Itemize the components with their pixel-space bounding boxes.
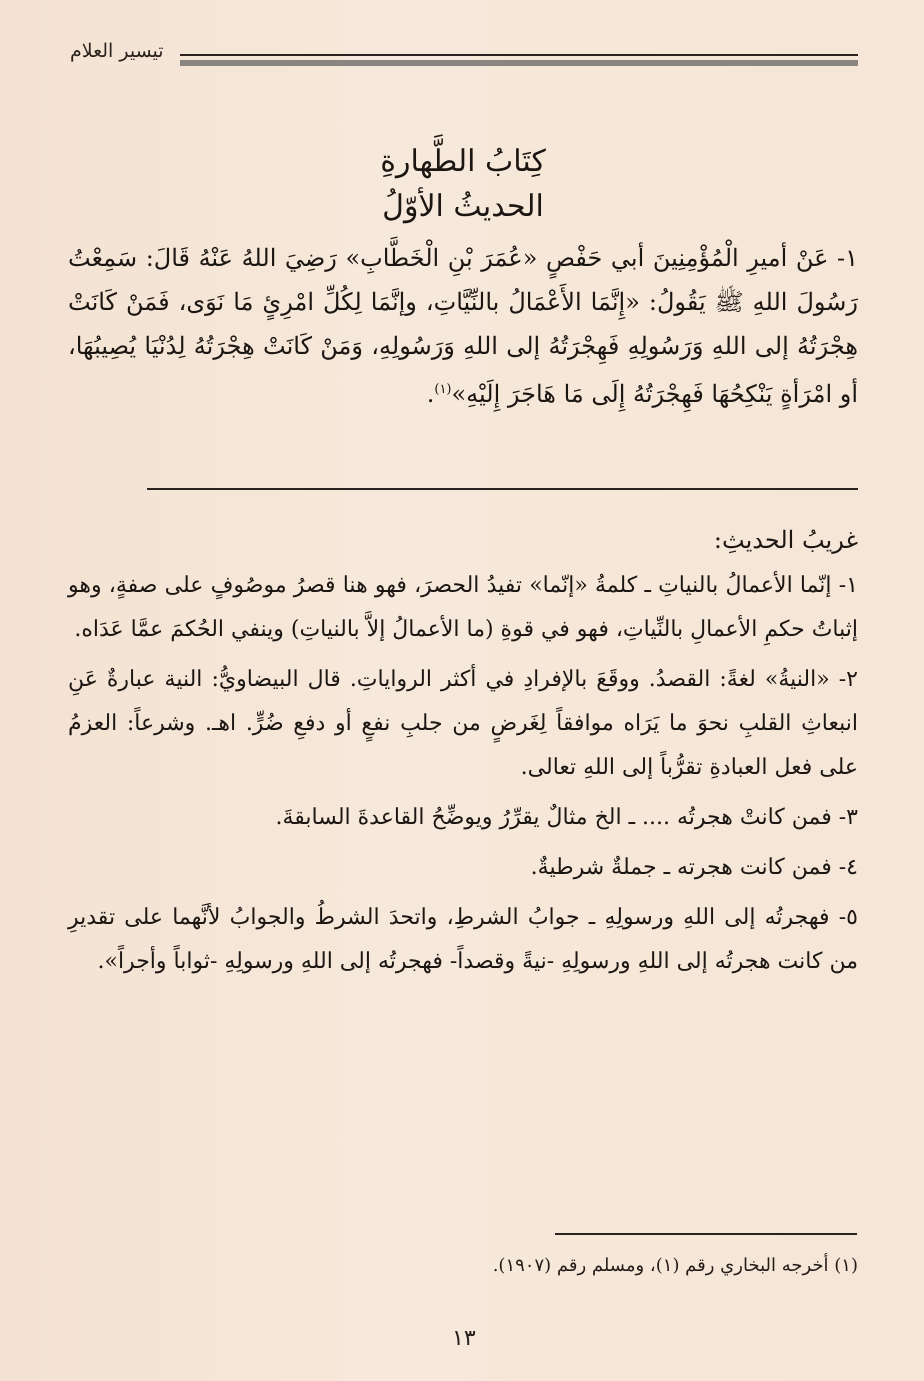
hadith-end-punctuation: . [426, 380, 435, 408]
footnote-reference[interactable]: (١) [434, 382, 452, 397]
gharib-item: ٢- «النيةُ» لغةً: القصدُ. ووقَعَ بالإفرادِ في أكثر الرواياتِ. قال البيضاويُّ: النية عبارةٌ عَنِ انبعاثِ القلبِ نحوَ ما يَرَاه موافقاً لِغَرضٍ من جلبِ نفعٍ أو دفعِ ضُرٍّ. اهـ. وشرعاً: العزمُ على فعل العبادةِ تقرُّباً إلى اللهِ تعالى. [68, 667, 858, 780]
header-rule-thick [180, 60, 858, 66]
running-header [40, 38, 860, 78]
hadith-title: الحديثُ الأوّلُ [382, 189, 544, 224]
book-title: كِتَابُ الطَّهارةِ [380, 144, 546, 179]
footnote: (١) أخرجه البخاري رقم (١)، ومسلم رقم (١٩٠٧). [492, 1255, 858, 1276]
header-rule-thin [180, 54, 858, 56]
footnote-divider [555, 1233, 857, 1235]
hadith-text [68, 236, 858, 416]
gharib-item: ٥- فهجرتُه إلى اللهِ ورسولِهِ ـ جوابُ الشرطِ، واتحدَ الشرطُ والجوابُ لأنَّهما على تقديرِ من كانت هجرتُه إلى اللهِ ورسولِهِ -نيةً وقصداً- فهجرتُه إلى اللهِ ورسولِهِ -ثواباً وأجراً». [68, 905, 858, 974]
gharib-title: غريبُ الحديثِ: [713, 526, 858, 554]
running-header-title: تيسير العلام [70, 40, 164, 62]
section-divider [147, 488, 858, 490]
gharib-item: ٣- فمن كانتْ هجرتُه .... ـ الخ مثالٌ يقرِّرُ ويوضِّحُ القاعدةَ السابقةَ. [275, 805, 858, 830]
page-number: ١٣ [452, 1326, 476, 1351]
gharib-item: ١- إنّما الأعمالُ بالنياتِ ـ كلمةُ «إنّما» تفيدُ الحصرَ، فهو هنا قصرُ موصُوفٍ على صفةٍ، وهو إثباتُ حكمِ الأعمالِ بالنِّياتِ، فهو في قوةِ (ما الأعمالُ إلاَّ بالنياتِ) وينفي الحُكمَ عمَّا عَدَاه. [68, 573, 858, 642]
hadith-body: ١- عَنْ أميرِ الْمُؤْمِنِينَ أبي حَفْصٍ «عُمَرَ بْنِ الْخَطَّابِ» رَضِيَ اللهُ عَنْهُ قَالَ: سَمِعْتُ رَسُولَ اللهِ ﷺ يَقُولُ: «إِنَّمَا الأَعْمَالُ بالنِّيَّاتِ، وإنَّمَا لِكُلِّ امْرِئٍ مَا نَوَى، فَمَنْ كَانَتْ هِجْرَتُهُ إلى اللهِ وَرَسُولِهِ فَهِجْرَتُهُ إلى اللهِ وَرَسُولِهِ، وَمَنْ كَانَتْ هِجْرَتُهُ لِدُنْيَا يُصِيبُهَا، أو امْرَأةٍ يَنْكِحُهَا فَهِجْرَتُهُ إِلَى مَا هَاجَرَ إِلَيْهِ» [68, 244, 858, 408]
gharib-item: ٤- فمن كانت هجرته ـ جملةٌ شرطيةٌ. [530, 855, 858, 880]
main-content [68, 140, 858, 416]
gharib-section [68, 520, 858, 990]
